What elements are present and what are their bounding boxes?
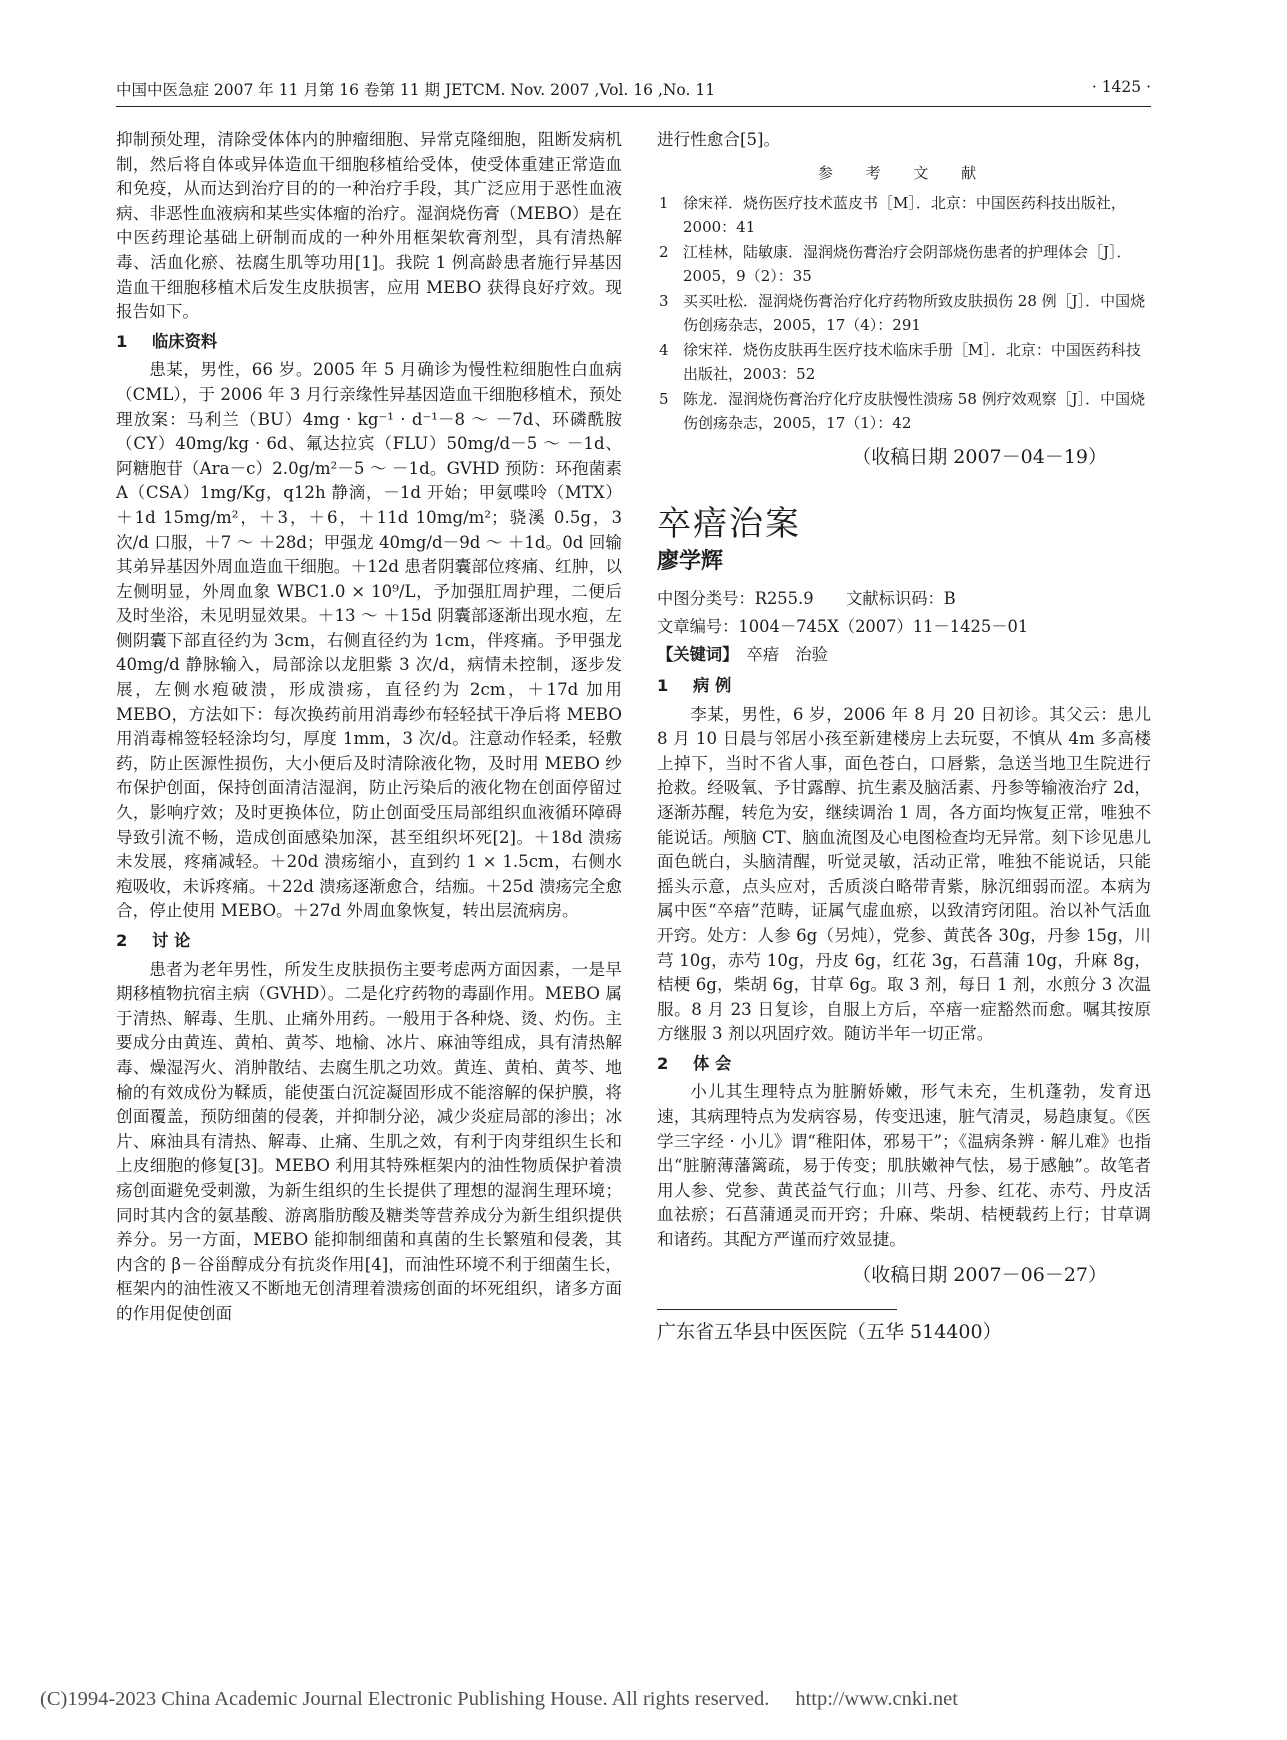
reference-item: 5 陈龙．湿润烧伤膏治疗化疗皮肤慢性溃疡 58 例疗效观察［J］．中国烧伤创疡杂志，2005，17（1）：42 bbox=[659, 390, 1146, 433]
intro-paragraph: 抑制预处理，清除受体体内的肿瘤细胞、异常克隆细胞，阻断发病机制，然后将自体或异体造血干细胞移植给受体，使受体重建正常造血和免疫，从而达到治疗目的的一种治疗手段，其广泛应用于恶性血液病、非恶性血液病和某些实体瘤的治疗。湿润烧伤膏（MEBO）是在中医药理论基础上研制而成的一种外用框架软膏剂型，具有清热解毒、活血化瘀、祛腐生肌等功用[1]。我院 1 例高龄患者施行异基因造血干细胞移植术后发生皮肤损害，应用 MEBO 获得良好疗效。现报告如下。 bbox=[116, 130, 622, 322]
section-heading-discussion: 2 讨 论 bbox=[116, 931, 191, 950]
reference-item: 1 徐宋祥．烧伤医疗技术蓝皮书［M］．北京：中国医药科技出版社，2000：41 bbox=[659, 194, 1126, 237]
reference-item: 4 徐宋祥．烧伤皮肤再生医疗技术临床手册［M］．北京：中国医药科技出版社，2003：52 bbox=[659, 341, 1141, 384]
copyright-text: (C)1994-2023 China Academic Journal Electronic Publishing House. All rights reserved. bbox=[40, 1688, 770, 1710]
references-heading: 参 考 文 献 bbox=[817, 163, 991, 182]
classification-line: 中图分类号：R255.9 文献标识码：B bbox=[657, 588, 956, 608]
section-heading-experience: 2 体 会 bbox=[657, 1053, 732, 1073]
reference-list bbox=[657, 191, 1151, 435]
reference-item: 3 买买吐松．湿润烧伤膏治疗化疗药物所致皮肤损伤 28 例［J］．中国烧伤创疡杂志，2005，17（4）：291 bbox=[659, 292, 1146, 335]
clinical-paragraph: 患某，男性，66 岁。2005 年 5 月确诊为慢性粒细胞性白血病（CML），于 2006 年 3 月行亲缘性异基因造血干细胞移植术，预处理放案：马利兰（BU）4mg · kg⁻¹ · d⁻¹－8 ～ －7d、环磷酰胺（CY）40mg/kg · 6d、氟达拉宾（FLU）50mg/d－5 ～ －1d、阿糖胞苷（Ara－c）2.0g/m²－5 ～ －1d。GVHD 预防：环孢菌素 A（CSA）1mg/Kg，q12h 静滴，－1d 开始；甲氨喋呤（MTX）＋1d 15mg/m²，＋3，＋6，＋11d 10mg/m²；骁溪 0.5g，3 次/d 口服，＋7 ～ ＋28d；甲强龙 40mg/d－9d ～ ＋1d。0d 回输其弟异基因外周血造血干细胞。＋12d 患者阴囊部位疼痛、红肿，以左侧明显，外周血象 WBC1.0 × 10⁹/L，予加强肛周护理，二便后及时坐浴，未见明显效果。＋13 ～ ＋15d 阴囊部逐渐出现水疱，左侧阴囊下部直径约为 3cm，右侧直径约为 1cm，伴疼痛。予甲强龙 40mg/d 静脉输入，局部涂以龙胆紫 3 次/d，病情未控制，逐步发展，左侧水疱破溃，形成溃疡，直径约为 2cm，＋17d 加用 MEBO，方法如下：每次换药前用消毒纱布轻轻拭干净后将 MEBO 用消毒棉签轻轻涂均匀，厚度 1mm，3 次/d。注意动作轻柔，轻敷药，防止医源性损伤，大小便后及时清除液化物，及时用 MEBO 纱布保护创面，保持创面清洁湿润，防止污染后的液化物在创面停留过久，影响疗效；及时更换体位，防止创面受压局部组织血液循环障碍导致引流不畅，造成创面感染加深，甚至组织坏死[2]。＋18d 溃疡未发展，疼痛减轻。＋20d 溃疡缩小，直到约 1 × 1.5cm，右侧水疱吸收，未诉疼痛。＋22d 溃疡逐渐愈合，结痂。＋25d 溃疡完全愈合，停止使用 MEBO。＋27d 外周血象恢复，转出层流病房。 bbox=[116, 360, 622, 921]
journal-info: 中国中医急症 2007 年 11 月第 16 卷第 11 期 JETCM. Nov. 2007 ,Vol. 16 ,No. 11 bbox=[116, 81, 716, 99]
author-affiliation: 广东省五华县中医医院（五华 514400） bbox=[657, 1321, 1002, 1344]
discussion-paragraph: 患者为老年男性，所发生皮肤损伤主要考虑两方面因素，一是早期移植物抗宿主病（GVHD）。二是化疗药物的毒副作用。MEBO 属于清热、解毒、生肌、止痛外用药。一般用于各种烧、烫、灼伤。主要成分由黄连、黄柏、黄芩、地榆、冰片、麻油等组成，具有清热解毒、燥湿泻火、消肿散结、去腐生肌之功效。黄连、黄柏、黄芩、地榆的有效成份为鞣质，能使蛋白沉淀凝固形成不能溶解的保护膜，将创面覆盖，预防细菌的侵袭，并抑制分泌，减少炎症局部的渗出；冰片、麻油具有清热、解毒、止痛、生肌之效，有利于肉芽组织生长和上皮细胞的修复[3]。MEBO 利用其特殊框架内的油性物质保护着溃疡创面避免受刺激，为新生组织的生长提供了理想的湿润生理环境；同时其内含的氨基酸、游离脂肪酸及糖类等营养成分为新生组织提供养分。另一方面，MEBO 能抑制细菌和真菌的生长繁殖和侵袭，其内含的 β－谷甾醇成分有抗炎作用[4]，而油性环境不利于细菌生长，框架内的油性液又不断地无创清理着溃疡创面的坏死组织，诸多方面的作用促使创面 bbox=[116, 959, 622, 1323]
running-header bbox=[116, 78, 1151, 100]
section-heading-case: 1 病 例 bbox=[657, 675, 732, 695]
section-heading-clinical: 1 临床资料 bbox=[116, 331, 218, 351]
case-paragraph: 李某，男性，6 岁，2006 年 8 月 20 日初诊。其父云：患儿 8 月 10 日晨与邻居小孩至新建楼房上去玩耍，不慎从 4m 多高楼上掉下，当时不省人事，面色苍白，口唇紫，急送当地卫生院进行抢救。经吸氧、予甘露醇、抗生素及脑活素、丹参等输液治疗 2d，逐渐苏醒，转危为安，继续调治 1 周，各方面均恢复正常，唯独不能说话。颅脑 CT、脑血流图及心电图检查均无异常。刻下诊见患儿面色㿠白，头脑清醒，听觉灵敏，活动正常，唯独不能说话，只能摇头示意，点头应对，舌质淡白略带青紫，脉沉细弱而涩。本病为属中医“卒瘖”范畴，证属气虚血瘀，以致清窍闭阻。治以补气活血开窍。处方：人参 6g（另炖），党参、黄芪各 30g，丹参 15g，川芎 10g，赤芍 10g，丹皮 6g，红花 3g，石菖蒲 10g，升麻 8g，桔梗 6g，柴胡 6g，甘草 6g。取 3 剂，每日 1 剂，水煎分 3 次温服。8 月 23 日复诊，自服上方后，卒瘖一症豁然而愈。嘱其按原方继服 3 剂以巩固疗效。随访半年一切正常。 bbox=[657, 704, 1151, 1044]
footnote-rule bbox=[657, 1309, 897, 1310]
received-date-1: （收稿日期 2007－04－19） bbox=[852, 446, 1107, 469]
author-name: 廖学辉 bbox=[657, 549, 724, 575]
keywords-line: 【关键词】 卒瘖 治验 bbox=[657, 644, 828, 664]
header-rule bbox=[116, 106, 1151, 107]
article-title: 卒瘖治案 bbox=[657, 503, 801, 544]
reference-item: 2 江桂林，陆敏康．湿润烧伤膏治疗会阴部烧伤患者的护理体会［J］．2005，9（2）：35 bbox=[659, 243, 1132, 286]
continuation-paragraph: 进行性愈合[5]。 bbox=[657, 130, 781, 149]
page-number: · 1425 · bbox=[1091, 78, 1151, 96]
right-column bbox=[657, 128, 1151, 1345]
experience-paragraph: 小儿其生理特点为脏腑娇嫩，形气未充，生机蓬勃，发育迅速，其病理特点为发病容易，传变迅速，脏气清灵，易趋康复。《医学三字经 · 小儿》谓“稚阳体，邪易干”；《温病条辨 · 解儿难》也指出“脏腑薄藩篱疏，易于传变；肌肤嫩神气怯，易于感触”。故笔者用人参、党参、黄芪益气行血；川芎、丹参、红花、赤芍、丹皮活血祛瘀；石菖蒲通灵而开窍；升麻、柴胡、桔梗载药上行；甘草调和诸药。其配方严谨而疗效显捷。 bbox=[657, 1082, 1151, 1250]
received-date-2: （收稿日期 2007－06－27） bbox=[852, 1263, 1107, 1286]
cnki-link[interactable]: http://www.cnki.net bbox=[795, 1688, 958, 1710]
copyright-footer bbox=[40, 1688, 958, 1711]
left-column bbox=[116, 128, 622, 1327]
article-number-line: 文章编号：1004－745X（2007）11－1425－01 bbox=[657, 616, 1029, 636]
